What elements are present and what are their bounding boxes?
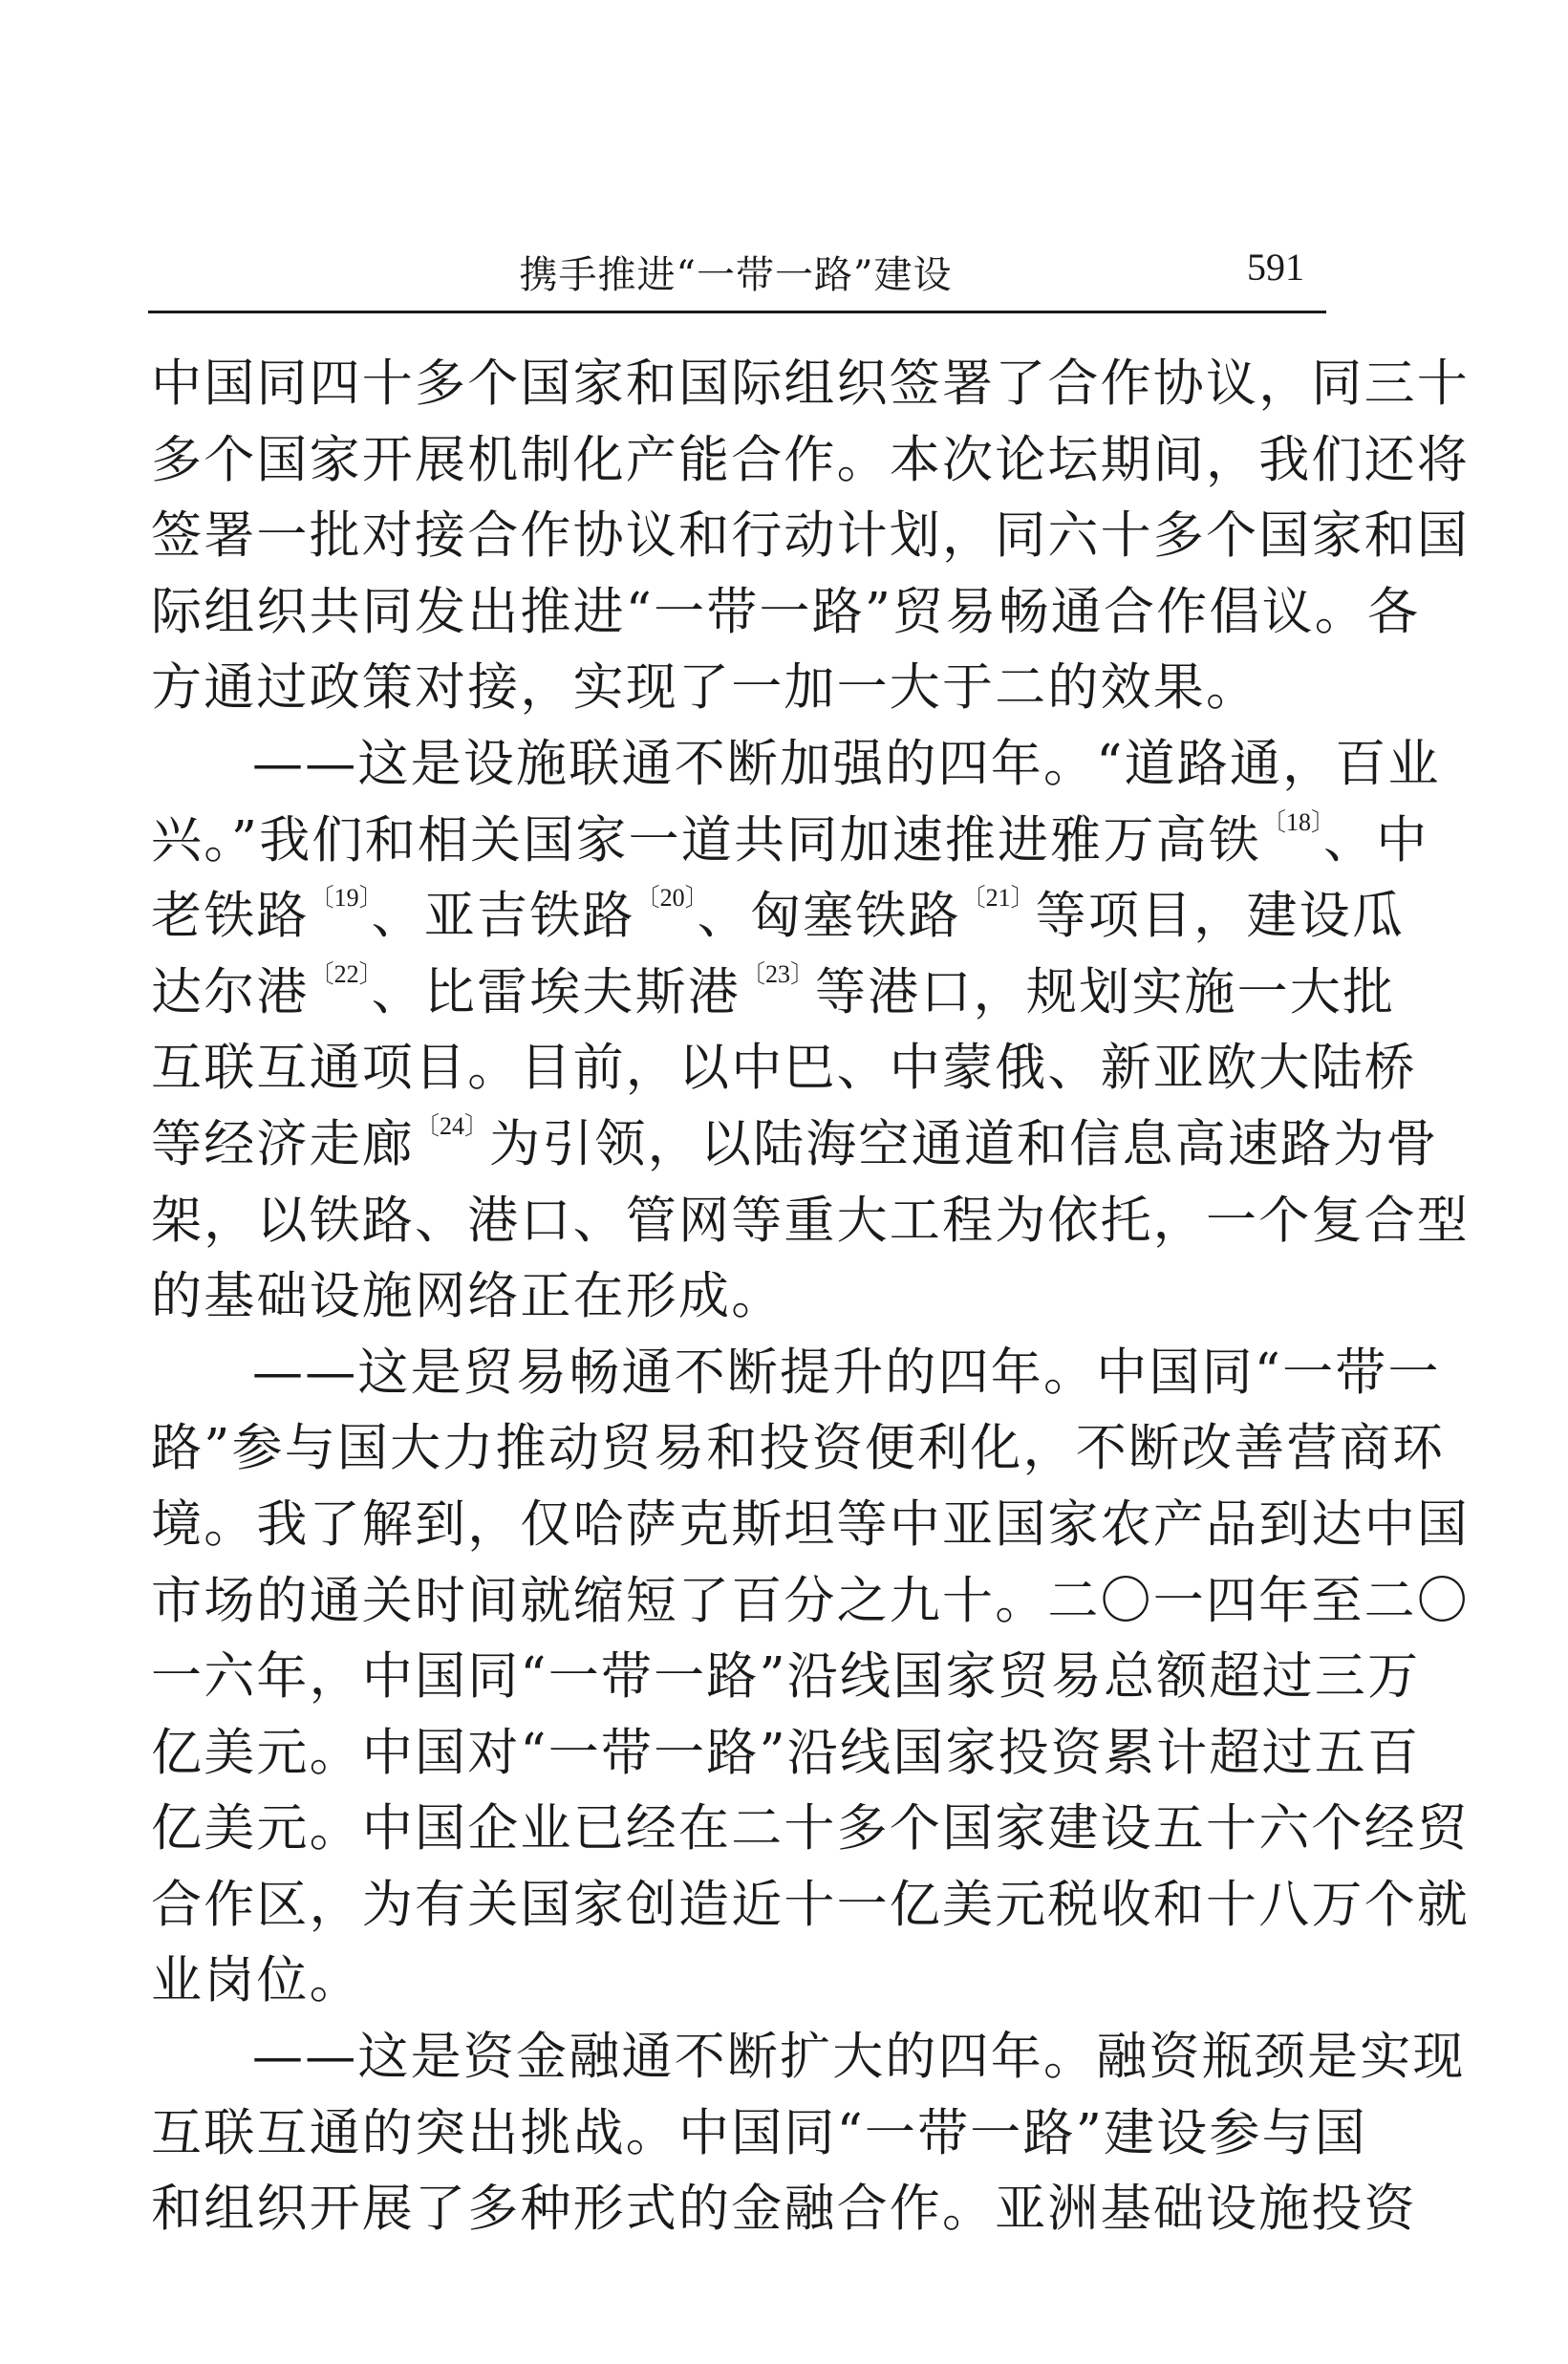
note-marker: 〔22〕 bbox=[309, 959, 372, 988]
text-segment: 等项目，建设瓜 bbox=[1035, 887, 1406, 946]
text-line: 中国同四十多个国家和国际组织签署了合作协议，同三十 bbox=[151, 355, 1470, 413]
text-line bbox=[151, 878, 1406, 955]
note-marker: 〔19〕 bbox=[309, 884, 372, 913]
text-segment: 、比雷埃夫斯港 bbox=[371, 962, 741, 1021]
body-text bbox=[151, 346, 1470, 2247]
note-marker: 〔20〕 bbox=[634, 884, 698, 913]
text-segment: 达尔港 bbox=[151, 962, 310, 1021]
text-line: 境。我了解到，仅哈萨克斯坦等中亚国家农产品到达中国 bbox=[151, 1494, 1470, 1554]
text-line: 和组织开展了多种形式的金融合作。亚洲基础设施投资 bbox=[151, 2180, 1417, 2239]
text-line: 架，以铁路、港口、管网等重大工程为依托，一个复合型 bbox=[151, 1191, 1470, 1250]
text-segment: 、匈塞铁路 bbox=[697, 887, 961, 946]
header-rule bbox=[148, 311, 1326, 313]
text-line bbox=[151, 955, 1396, 1031]
text-line: 业岗位。 bbox=[151, 1951, 362, 2010]
text-line: 签署一批对接合作协议和行动计划，同六十多个国家和国 bbox=[151, 506, 1470, 566]
running-head bbox=[148, 239, 1323, 306]
text-line: 际组织共同发出推进“一带一路”贸易畅通合作倡议。各 bbox=[151, 582, 1421, 641]
text-segment: 、中 bbox=[1323, 810, 1429, 870]
paragraph-start-line: ——这是资金融通不断扩大的四年。融资瓶颈是实现 bbox=[252, 2028, 1466, 2087]
note-marker: 〔24〕 bbox=[415, 1111, 490, 1140]
note-marker: 〔21〕 bbox=[960, 884, 1036, 913]
text-segment: 兴。”我们和相关国家一道共同加速推进雅万高铁 bbox=[151, 810, 1261, 870]
text-segment: 为引领，以陆海空通道和信息高速路为骨 bbox=[489, 1114, 1439, 1173]
paragraph-start-line: ——这是设施联通不断加强的四年。“道路通，百业 bbox=[252, 734, 1441, 793]
text-line bbox=[151, 1107, 1439, 1183]
text-line: 路”参与国大力推动贸易和投资便利化，不断改善营商环 bbox=[151, 1419, 1446, 1478]
text-line: 市场的通关时间就缩短了百分之九十。二〇一四年至二〇 bbox=[151, 1571, 1470, 1630]
text-line: 亿美元。中国对“一带一路”沿线国家投资累计超过五百 bbox=[151, 1723, 1421, 1782]
text-segment: 、亚吉铁路 bbox=[371, 887, 635, 946]
text-line: 一六年，中国同“一带一路”沿线国家贸易总额超过三万 bbox=[151, 1647, 1421, 1707]
text-segment: 等经济走廊 bbox=[151, 1114, 415, 1173]
text-line: 方通过政策对接，实现了一加一大于二的效果。 bbox=[151, 658, 1259, 718]
text-line bbox=[151, 803, 1429, 879]
text-line: 的基础设施网络正在形成。 bbox=[151, 1267, 784, 1326]
text-segment: 老铁路 bbox=[151, 887, 310, 946]
text-line: 多个国家开展机制化产能合作。本次论坛期间，我们还将 bbox=[151, 430, 1470, 489]
text-line: 互联互通项目。目前，以中巴、中蒙俄、新亚欧大陆桥 bbox=[151, 1039, 1417, 1098]
text-line: 亿美元。中国企业已经在二十多个国家建设五十六个经贸 bbox=[151, 1799, 1470, 1859]
text-line: 合作区，为有关国家创造近十一亿美元税收和十八万个就 bbox=[151, 1875, 1470, 1934]
text-segment: 等港口，规划实施一大批 bbox=[815, 962, 1396, 1021]
page-number: 591 bbox=[1247, 246, 1304, 289]
running-title: 携手推进“一带一路”建设 bbox=[519, 253, 953, 297]
note-marker: 〔18〕 bbox=[1261, 807, 1324, 836]
text-line: 互联互通的突出挑战。中国同“一带一路”建设参与国 bbox=[151, 2103, 1367, 2162]
paragraph-start-line: ——这是贸易畅通不断提升的四年。中国同“一带一 bbox=[252, 1343, 1441, 1402]
note-marker: 〔23〕 bbox=[741, 959, 816, 988]
